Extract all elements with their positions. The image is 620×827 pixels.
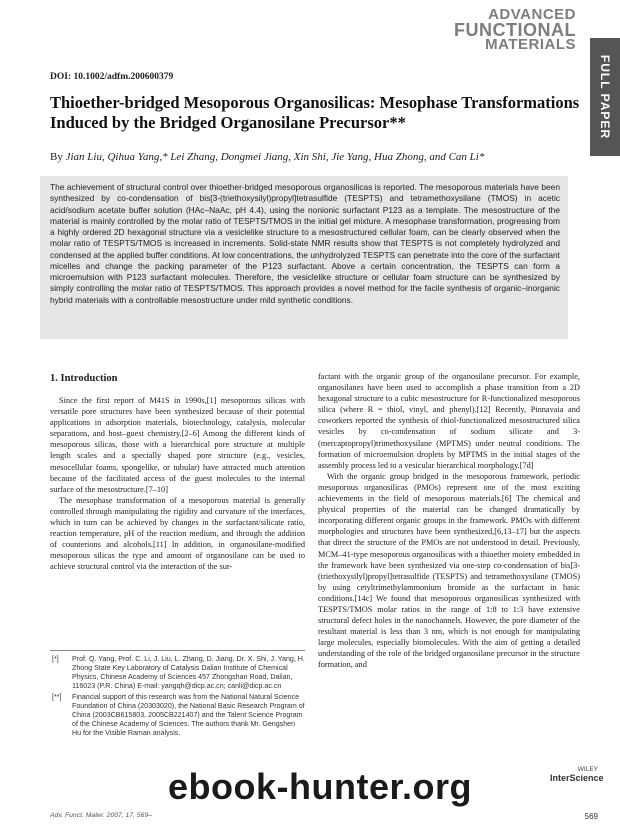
author-names: Jian Liu, Qihua Yang,* Lei Zhang, Dongmei Jiang, Xin Shi, Jie Yang, Hua Zhong, and Can Li* <box>65 151 485 163</box>
publisher-logo <box>550 766 604 788</box>
page-number: 569 <box>584 812 598 821</box>
footnote <box>50 655 305 691</box>
footnotes <box>50 655 305 740</box>
paragraph: With the organic group bridged in the mesoporous framework, periodic mesoporous organosilicas (PMOs) represent one of the most exciting achievements in the field of mesoporous materials.[6] The chemical and physical properties of the material can be changed dramatically by incorporating different organic groups in the framework. PMOs with different morphologies and structures have been synthesized,[6,13–17] but the aspects that direct the structure of the PMOs are not understood in detail. Previously, MCM–41-type mesoporous organosilicas with a thioether moiety embedded in the framework have been synthesized via one-step co-condensation of bis[3-(triethoxysilyl)propyl]tetrasulfide (TESPTS) and tetramethoxysilane (TMOS) by using cetyltrimethylammonium bromide as the surfactant in basic conditions.[14c] We found that mesoporous organosilicas synthesized with TESPTS/TMOS molar ratios in the range of 1:8 to 1:3 have extensive structural defect holes in the nanochannels. However, the pore diameter of the resultant material is less than 3 nm, which is not enough for manipulating large molecules, especially biomolecules. With the aim of getting a detailed understanding of the role of the bridged organosilane precursor in the structure formation, and <box>318 471 580 670</box>
footnote-text: Financial support of this research was from the National Natural Science Foundation of China (20303020), the National Basic Research Program of China (2003CB615803, 2005CB221407) and the Talent Science Program of the Chinese Academy of Sciences. The authors thank Mr. Gengshen Hu for the Visible Raman analysis. <box>72 693 305 737</box>
section-heading: 1. Introduction <box>50 373 118 384</box>
footnote-divider <box>50 650 305 651</box>
side-tab-label: FULL PAPER <box>598 54 612 140</box>
journal-footer: Adv. Funct. Mater. 2007, 17, 569– <box>50 812 153 819</box>
publisher-logo-big: InterScience <box>550 773 604 783</box>
logo-line-3: MATERIALS <box>485 36 576 53</box>
right-column <box>318 371 580 671</box>
logo-line-1: ADVANCED <box>488 6 576 23</box>
paragraph: The mesophase transformation of a mesoporous material is generally controlled through manipulating the rigidity and curvature of the interfaces, which in turn can be achieved by changes in the surfactant/silicate ratio, reaction temperature, pH of the reaction medium, and through the addition of counterions and alcohols.[11] In addition, in organosilane-modified mesoporous silicas the type and amount of organosilane can be used to achieve structural control via the interaction of the sur- <box>50 495 305 572</box>
paragraph: Since the first report of M41S in 1990s,[1] mesoporous silicas with versatile pore structures have been synthesized because of their potential applications in adsorption materials, biotechnology, catalysis, molecular separations, and host–guest chemistry.[2–6] Among the different kinds of mesoporous silicas, those with a hierarchical pore structure at multiple length scales and a specially shaped pore structure (e.g., vesicles, mesocellular foams, spongelike, or tubular) have attracted much attention because of the facilitated access of the guest molecules to the internal surface of the mesostructure.[7–10] <box>50 396 305 494</box>
watermark: ebook-hunter.org <box>168 766 472 807</box>
abstract: The achievement of structural control over thioether-bridged mesoporous organosilicas is reported. The mesoporous materials have been synthesized by co-condensation of bis[3-(triethoxysilyl)propyl]tetrasulfide (TESPTS) and tetramethoxysilane (TMOS) in acetic acid/sodium acetate buffer solution (HAc–NaAc, pH 4.4), using the nonionic surfactant P123 as a template. The mesostructure of the material is mainly controlled by the molar ratio of TESPTS/TMOS in the initial gel mixture. A mesophase transformation, progressing from a highly ordered 2D hexagonal structure via a vesiclelike structure to a mesostructured cellular foam, can be clearly observed when the molar ratio of TESPTS/TMOS is increased in increments. Solid-state NMR results show that TESPTS is not completely hydrolyzed and condensed at the applied buffer conditions. At low concentrations, the unhydrolyzed TESPTS can penetrate into the core of the surfactant micelles and change the packing parameter of the P123 surfactant. Above a certain concentration, the TESPTS can form a microemulsion with P123 surfactant molecules. Therefore, the vesiclelike structure or cellular foam structure can be synthesized by simply controlling the molar ratio of TESPTS/TMOS. This approach provides a novel method for the facile synthesis of organic–inorganic hybrid materials with a controllable mesostructure under mild synthetic conditions. <box>40 176 568 339</box>
footnote-mark: [**] <box>52 693 62 701</box>
author-line <box>50 150 585 164</box>
footnote <box>50 693 305 738</box>
footnote-text: Prof. Q. Yang, Prof. C. Li, J. Liu, L. Zhang, D. Jiang, Dr. X. Shi, J. Yang, H. Zhong State Key Laboratory of Catalysis Dalian Institute of Chemical Physics, Chinese Academy of Sciences 457 Zhongshan Road, Dalian, 116023 (P.R. China) E-mail: yangqh@dicp.ac.cn; canli@dicp.ac.cn <box>72 655 305 690</box>
logo-line-2: FUNCTIONAL <box>454 20 576 40</box>
authors-prefix: By <box>50 151 66 163</box>
publisher-logo-small: WILEY <box>577 766 598 773</box>
paragraph: factant with the organic group of the organosilane precursor. For example, organosilanes have been used to accomplish a phase transition from a 2D hexagonal structure to a cubic mesostructure for R-functionalized mesoporous silica (where R = thiol, vinyl, and phenyl).[12] Recently, Pinnavaia and coworkers reported the synthesis of thiol-functionalized mesostructured silica vesicles by co-condensation of sodium silicate and 3-(mercaptopropyl)trimethoxysilane (MPTMS) under neutral conditions. The formation of microemulsion droplets by MPTMS in the initial stages of the assembly process led to a vesicular hierarchical morphology.[7d] <box>318 372 580 470</box>
journal-logo <box>454 8 576 52</box>
full-paper-tab <box>590 38 620 156</box>
footnote-mark: [*] <box>52 655 59 663</box>
doi: DOI: 10.1002/adfm.200600379 <box>50 72 174 82</box>
paper-title: Thioether-bridged Mesoporous Organosilicas: Mesophase Transformations Induced by the Bridged Organosilane Precursor** <box>50 93 580 132</box>
left-column <box>50 395 305 573</box>
